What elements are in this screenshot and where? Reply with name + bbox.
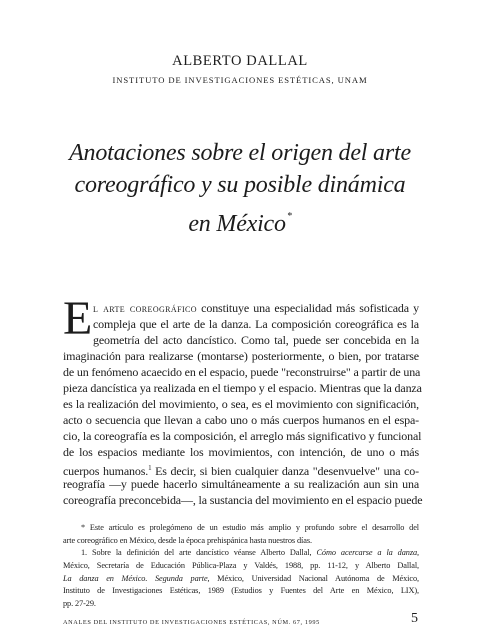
footnote-italic-title: La danza en México. Segunda parte, — [63, 573, 210, 583]
footnote-line: pp. 27-29. — [63, 599, 96, 609]
page-number: 5 — [411, 611, 418, 626]
title-line: en México* — [188, 211, 292, 237]
footnote-line: México, Secretaría de Educación Pública-Plaza y Valdés, 1988, pp. 11-12, y Alberto Dallal, — [63, 561, 419, 571]
title-line: Anotaciones sobre el origen del arte — [69, 140, 411, 166]
body-line: reografía —y puede hacerlo simultáneamente a su realización aun sin una — [63, 477, 419, 491]
footnote-line: 1. Sobre la definición del arte dancístico véanse Alberto Dallal, Cómo acercarse a la danza, — [81, 548, 419, 558]
author-affiliation: INSTITUTO DE INVESTIGACIONES ESTÉTICAS, UNAM — [112, 75, 368, 85]
author-name: ALBERTO DALLAL — [172, 53, 308, 69]
footnote-line: arte coreográfico en México, desde la época prehispánica hasta nuestros días. — [63, 535, 312, 545]
title-footnote-mark: * — [286, 211, 292, 222]
body-line: geometría del acto dancístico. Como tal, puede ser concebida en la — [93, 333, 419, 347]
body-line: coreografía preconcebida—, la sustancia del movimiento en el espacio puede — [63, 493, 423, 507]
footnote-line: La danza en México. Segunda parte, México, Universidad Nacional Autónoma de México, — [63, 573, 419, 583]
footnotes — [63, 522, 419, 611]
footnote-ref: 1 — [148, 464, 152, 472]
lead-smallcaps: l arte coreográfico — [93, 301, 197, 315]
footnote-line: Instituto de Investigaciones Estéticas, 1989 (Estudios y Fuentes del Arte en México, LIX), — [63, 586, 419, 596]
article-title — [40, 138, 440, 241]
title-line: coreográfico y su posible dinámica — [74, 171, 406, 198]
running-footer: ANALES DEL INSTITUTO DE INVESTIGACIONES ESTÉTICAS, NÚM. 67, 1995 — [63, 619, 320, 626]
footnote-italic-title: Cómo acercarse a la danza, — [316, 548, 419, 558]
body-line: imaginación para realizarse (montarse) posteriormente, o bien, por tratarse — [63, 349, 419, 363]
body-line: de un fenómeno acaecido en el espacio, puede "reconstruirse" a partir de una — [63, 365, 421, 379]
body-line: l arte coreográfico constituye una especialidad más sofisticada y — [93, 301, 420, 315]
body-line: acto o secuencia que llevan a cabo uno o más cuerpos humanos en el espa- — [63, 413, 419, 427]
body-line: es la realización del movimiento, o sea, es el movimiento con significación, — [63, 397, 419, 411]
drop-cap: E — [63, 292, 93, 345]
footnote-line: * Este artículo es prolegómeno de un estudio más amplio y profundo sobre el desarrollo del — [81, 523, 419, 532]
body-line: cuerpos humanos.$^1$ Es decir, si bien cualquier danza "desenvuelve" una co- — [63, 464, 419, 478]
body-text — [63, 292, 423, 508]
body-line: cio, la coreografía es la composición, el arreglo más significativo y funcional — [63, 429, 422, 443]
body-line: pieza dancística ya realizada en el tiempo y el espacio. Mientras que la danza — [63, 381, 422, 395]
body-line: compleja que el arte de la danza. La composición coreográfica es la — [93, 317, 419, 331]
body-line: de los espacios mediante los movimientos, con intención, de uno o más — [63, 445, 419, 459]
